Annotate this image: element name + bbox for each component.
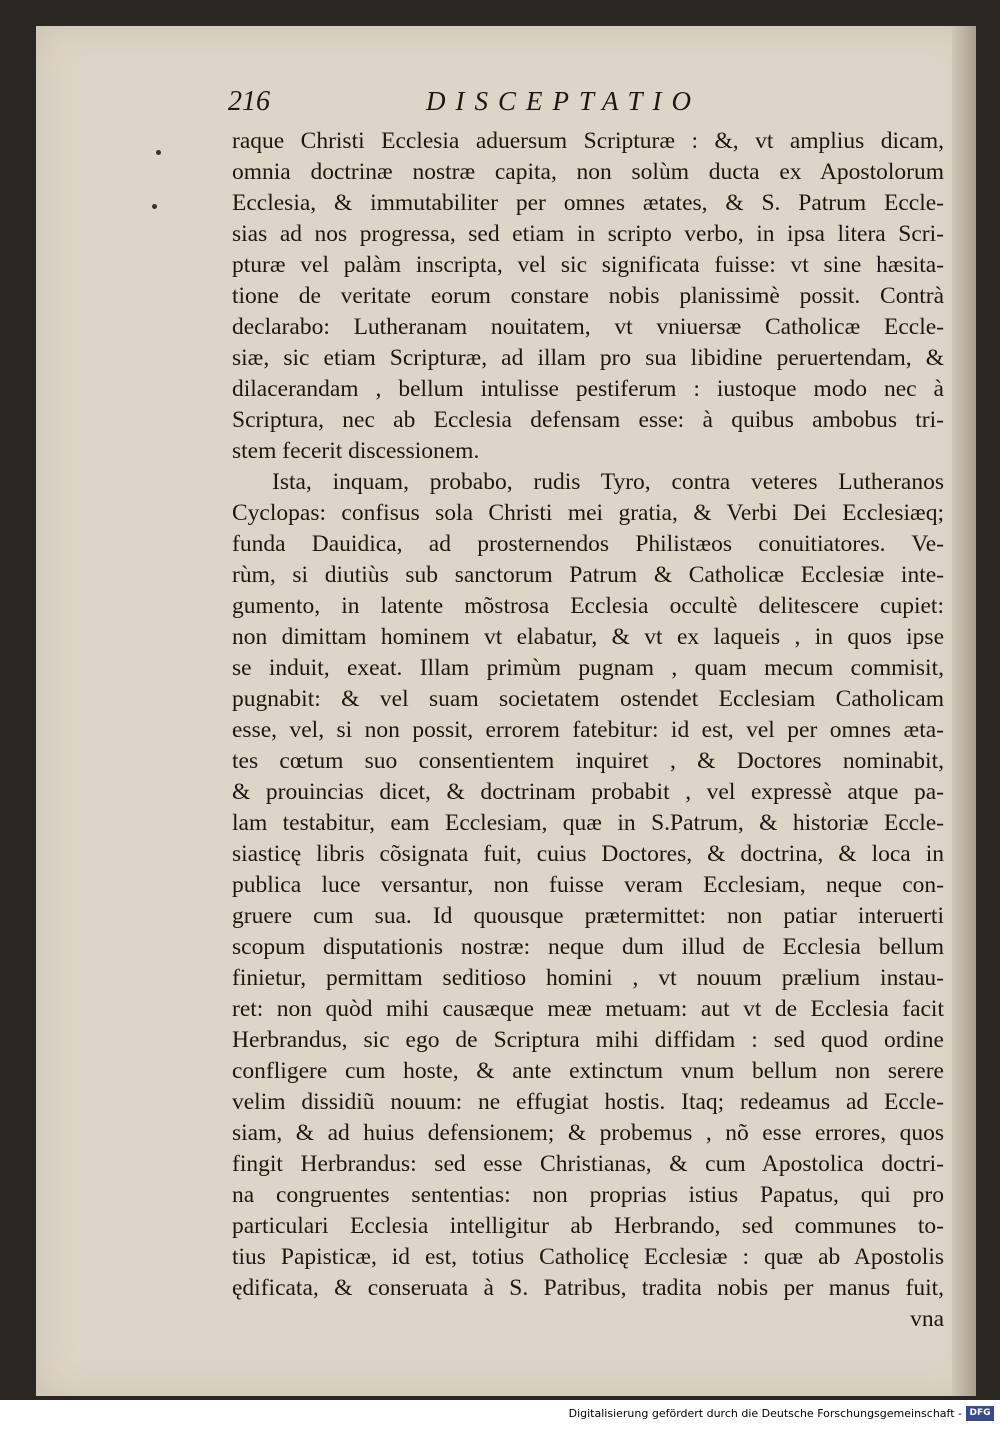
page-edge: [952, 26, 976, 1396]
text-line: Cyclopas: confisus sola Christi mei gratia, & Verbi Dei Ecclesiæq;: [232, 500, 944, 526]
text-line: particulari Ecclesia intelligitur ab Herbrando, sed communes to-: [232, 1213, 944, 1239]
text-line: esse, vel, si non possit, errorem fatebitur: id est, vel per omnes æta-: [232, 717, 944, 743]
catchword: vna: [910, 1306, 944, 1332]
text-line: lam testabitur, eam Ecclesiam, quæ in S.Patrum, & historiæ Eccle-: [232, 810, 944, 836]
text-line: Ecclesia, & immutabiliter per omnes ætates, & S. Patrum Eccle-: [232, 190, 944, 216]
text-line: siæ, sic etiam Scripturæ, ad illam pro sua libidine peruertendam, &: [232, 345, 944, 371]
text-line: confligere cum hoste, & ante extinctum vnum bellum non serere: [232, 1058, 944, 1084]
text-line: gumento, in latente mõstrosa Ecclesia occultè delitescere cupiet:: [232, 593, 944, 619]
running-title: DISCEPTATIO: [426, 86, 701, 116]
text-line: siam, & ad huius defensionem; & probemus , nõ esse errores, quos: [232, 1120, 944, 1146]
margin-mark: [152, 204, 157, 209]
text-line: siasticę libris cõsignata fuit, cuius Doctores, & doctrina, & loca in: [232, 841, 944, 867]
text-line: sias ad nos progressa, sed etiam in scripto verbo, in ipsa litera Scri-: [232, 221, 944, 247]
text-line: pugnabit: & vel suam societatem ostendet Ecclesiam Catholicam: [232, 686, 944, 712]
footer: [0, 1400, 1000, 1429]
text-line: Ista, inquam, probabo, rudis Tyro, contra veteres Lutheranos: [272, 469, 944, 495]
text-line: tes cœtum suo consentientem inquiret , & Doctores nominabit,: [232, 748, 944, 774]
text-line: Scriptura, nec ab Ecclesia defensam esse: à quibus ambobus tri-: [232, 407, 944, 433]
text-line: ędificata, & conseruata à S. Patribus, tradita nobis per manus fuit,: [232, 1275, 944, 1301]
funding-credit: Digitalisierung gefördert durch die Deutsche Forschungsgemeinschaft -: [568, 1407, 962, 1420]
text-line: na congruentes sententias: non proprias istius Papatus, qui pro: [232, 1182, 944, 1208]
text-line: & prouincias dicet, & doctrinam probabit , vel expressè atque pa-: [232, 779, 944, 805]
text-line: scopum disputationis nostræ: neque dum illud de Ecclesia bellum: [232, 934, 944, 960]
text-line: pturæ vel palàm inscripta, vel sic significata fuisse: vt sine hæsita-: [232, 252, 944, 278]
text-line: dilacerandam , bellum intulisse pestiferum : iustoque modo nec à: [232, 376, 944, 402]
text-line: stem fecerit discessionem.: [232, 438, 480, 464]
text-line: velim dissidiũ nouum: ne effugiat hostis. Itaq; redeamus ad Eccle-: [232, 1089, 944, 1115]
dfg-logo: DFG: [966, 1406, 994, 1421]
body-text: [232, 126, 944, 1335]
text-line: omnia doctrinæ nostræ capita, non solùm ducta ex Apostolorum: [232, 159, 944, 185]
text-line: se induit, exeat. Illam primùm pugnam , quam mecum commisit,: [232, 655, 944, 681]
text-line: tione de veritate eorum constare nobis planissimè possit. Contrà: [232, 283, 944, 309]
text-line: ret: non quòd mihi causæque meæ metuam: aut vt de Ecclesia facit: [232, 996, 944, 1022]
text-line: publica luce versantur, non fuisse veram Ecclesiam, neque con-: [232, 872, 944, 898]
text-line: non dimittam hominem vt elabatur, & vt ex laqueis , in quos ipse: [232, 624, 944, 650]
text-line: Herbrandus, sic ego de Scriptura mihi diffidam : sed quod ordine: [232, 1027, 944, 1053]
text-line: rùm, si diutiùs sub sanctorum Patrum & Catholicæ Ecclesiæ inte-: [232, 562, 944, 588]
text-line: gruere cum sua. Id quousque prætermittet: non patiar interuerti: [232, 903, 944, 929]
text-line: tius Papisticæ, id est, totius Catholicę Ecclesiæ : quæ ab Apostolis: [232, 1244, 944, 1270]
margin-mark: [156, 150, 161, 155]
text-line: finietur, permittam seditioso homini , vt nouum prælium instau-: [232, 965, 944, 991]
text-line: fingit Herbrandus: sed esse Christianas, & cum Apostolica doctri-: [232, 1151, 944, 1177]
page-number: 216: [228, 86, 270, 117]
text-line: raque Christi Ecclesia aduersum Scripturæ : &, vt amplius dicam,: [232, 128, 944, 154]
text-line: declarabo: Lutheranam nouitatem, vt vniuersæ Catholicæ Eccle-: [232, 314, 944, 340]
page-header: [228, 86, 948, 126]
text-line: funda Dauidica, ad prosternendos Philistæos conuitiatores. Ve-: [232, 531, 944, 557]
